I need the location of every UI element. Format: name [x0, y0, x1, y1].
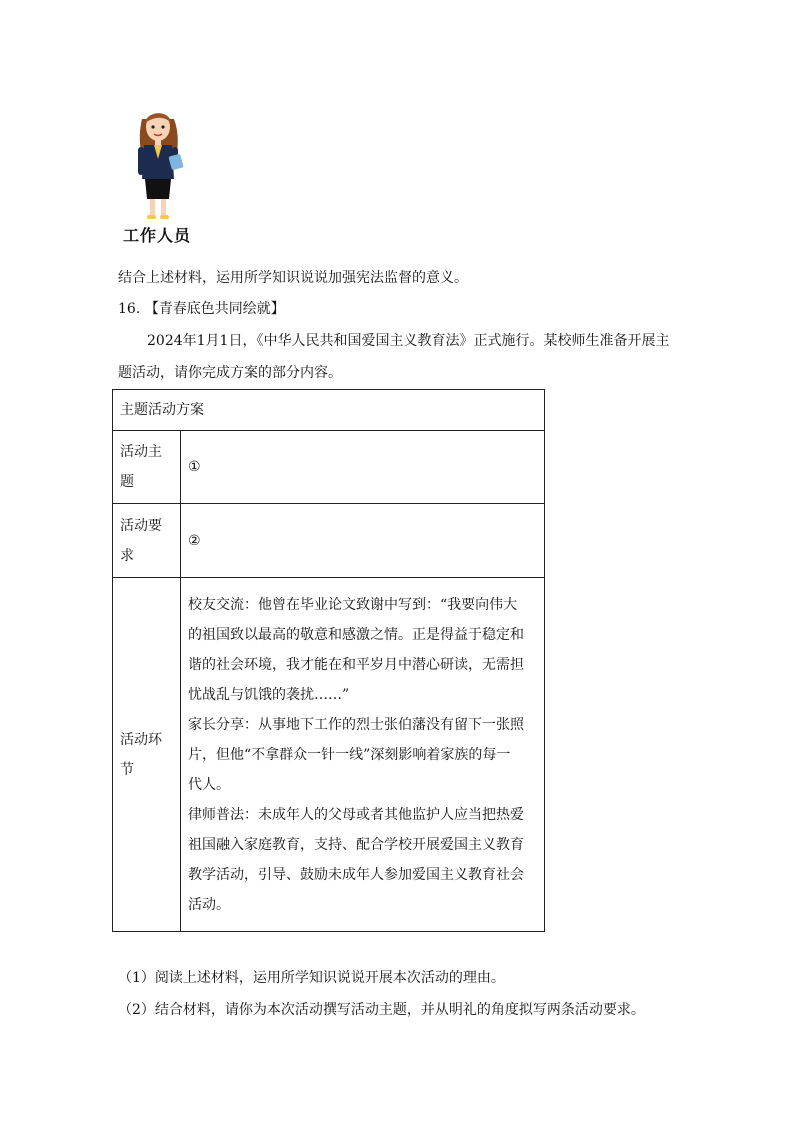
row-label-theme — [113, 431, 181, 504]
table-row-requirements — [113, 504, 545, 578]
row-content-stages — [181, 578, 545, 932]
question-2: （2）结合材料，请你为本次活动撰写活动主题，并从明礼的角度拟写两条活动要求。 — [118, 1002, 645, 1018]
activity-plan-table — [112, 389, 545, 932]
stage-line: 活动。 — [188, 896, 230, 913]
stage-line: 律师普法：未成年人的父母或者其他监护人应当把热爱 — [188, 806, 524, 823]
stage-line: 的祖国致以最高的敬意和感激之情。正是得益于稳定和 — [188, 626, 524, 643]
row-content-theme: ① — [181, 431, 545, 504]
row-label-requirements-line2: 求 — [120, 547, 134, 564]
stage-line: 谐的社会环境，我才能在和平岁月中潜心研读，无需担 — [188, 656, 524, 673]
q15-prompt: 结合上述材料，运用所学知识说说加强宪法监督的意义。 — [118, 270, 468, 286]
q16-title: 16. 【青春底色共同绘就】 — [118, 301, 285, 317]
stage-line: 忧战乱与饥饿的袭扰……” — [188, 686, 350, 703]
row-label-stages — [113, 578, 181, 932]
row-label-stages-line2: 节 — [120, 761, 134, 778]
stage-line: 家长分享：从事地下工作的烈士张伯藩没有留下一张照 — [188, 716, 524, 733]
row-label-theme-line1: 活动主 — [120, 444, 162, 460]
row-content-requirements: ② — [181, 504, 545, 578]
female-staff-icon — [128, 105, 190, 225]
row-label-theme-line2: 题 — [120, 474, 134, 490]
row-label-stages-line1: 活动环 — [120, 731, 162, 748]
table-header: 主题活动方案 — [113, 390, 545, 431]
question-1: （1）阅读上述材料，运用所学知识说说开展本次活动的理由。 — [118, 970, 505, 986]
staff-figure — [118, 105, 198, 245]
row-label-requirements-line1: 活动要 — [120, 517, 162, 534]
figure-caption: 工作人员 — [123, 226, 192, 245]
stage-line: 片，但他“不拿群众一针一线”深刻影响着家族的每一 — [188, 746, 511, 763]
intro-line-2: 题活动，请你完成方案的部分内容。 — [118, 365, 342, 381]
stage-line: 祖国融入家庭教育，支持、配合学校开展爱国主义教育 — [188, 836, 524, 853]
table-row-theme — [113, 431, 545, 504]
stage-line: 代人。 — [188, 776, 230, 793]
intro-line-1: 2024年1月1日，《中华人民共和国爱国主义教育法》正式施行。某校师生准备开展主 — [147, 333, 670, 349]
row-label-requirements — [113, 504, 181, 578]
stage-line: 校友交流：他曾在毕业论文致谢中写到：“我要向伟大 — [188, 596, 518, 613]
table-header-row — [113, 390, 545, 431]
table-row-stages — [113, 578, 545, 932]
stage-line: 教学活动，引导、鼓励未成年人参加爱国主义教育社会 — [188, 866, 524, 883]
